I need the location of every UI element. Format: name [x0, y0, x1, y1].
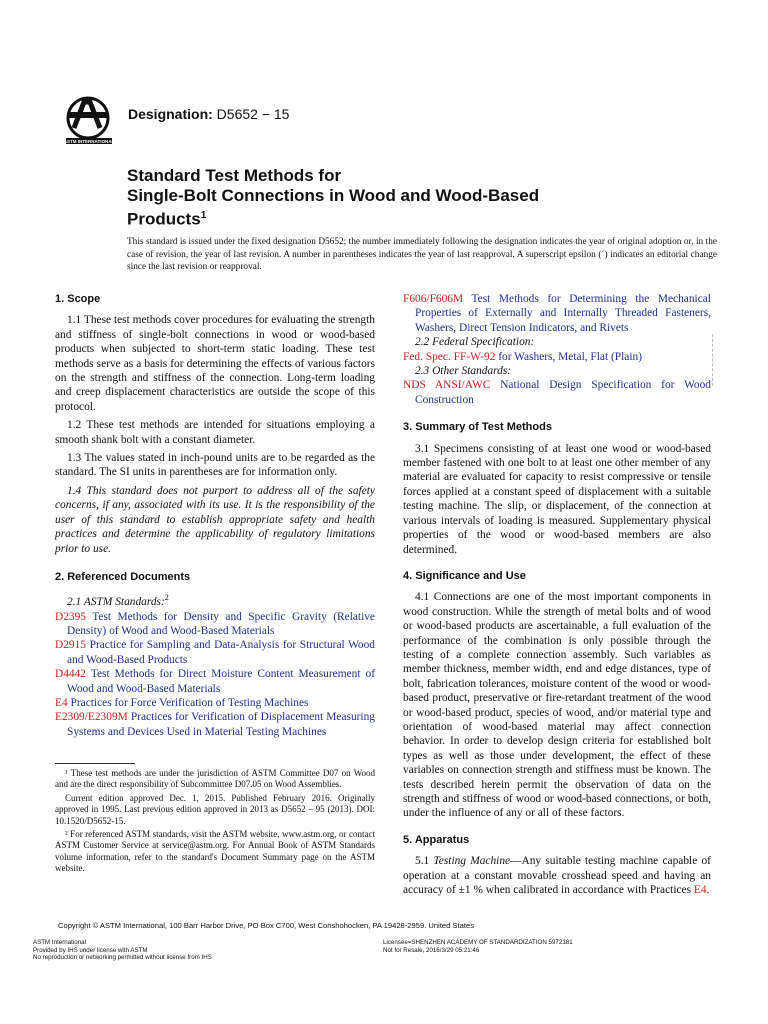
designation-label: Designation: [128, 106, 213, 122]
apparatus-heading: 5. Apparatus [403, 833, 470, 846]
ref-link-f606[interactable]: F606/F606M [403, 293, 464, 305]
bottom-right-line-2: Not for Resale, 2016/3/29 05:21:46 [383, 946, 480, 954]
bottom-right-notice [383, 939, 573, 954]
ref-link-d2915[interactable]: D2915 [55, 639, 87, 652]
ref-title-e2309[interactable]: Practices for Verification of Displacement Measuring Systems and Devices Used in Material Testing Machines [67, 711, 375, 738]
scope-p1: 1.1 These test methods cover procedures for evaluating the strength and stiffness of single-bolt connections in wood or wood-based products when subjected to short-term static loading. These test methods serve as a basis for determining the effects of various factors on the strength and stiffness of the connection. Long-term loading and creep displacement characteristics are outside the scope of this protocol. [55, 314, 375, 413]
ref-link-d4442[interactable]: D4442 [55, 668, 87, 681]
copyright-line: Copyright © ASTM International, 100 Barr Harbor Drive, PO Box C700, West Conshohocken, PA 19428-2959. United States [58, 921, 475, 930]
right-column [403, 292, 711, 901]
ref-title-d2915[interactable]: Practice for Sampling and Data-Analysis for Structural Wood and Wood-Based Products [67, 639, 375, 666]
ref-link-e4[interactable]: E4 [55, 696, 68, 709]
apparatus-p1 [403, 854, 711, 897]
summary-p1: 3.1 Specimens consisting of at least one wood or wood-based member fastened with one bolt to at least one other member of any material are evaluated for capacity to resist compressive or tensile forces applied at a constant speed of displacement with a suitable testing machine. The slip, or displacement, of the connection at various intervals of loading is measured. Supplementary physical properties of the wood or wood-based members are also determined. [403, 442, 711, 556]
page-title [127, 166, 567, 230]
nds-link[interactable]: NDS ANSI/AWC [403, 379, 491, 392]
apparatus-p1-number: 5.1 [415, 855, 430, 868]
footnote-2: ² For referenced ASTM standards, visit the ASTM website, www.astm.org, or contact ASTM Customer Service at service@astm.org. For Annual Book of ASTM Standards volume information, refer to the standard's Document Summary page on the ASTM website. [55, 829, 375, 874]
significance-p1: 4.1 Connections are one of the most important components in wood construction. While the strength of metal bolts and of wood or wood-based products are ascertainable, a full evaluation of the performance of the combination is only possible through the testing of a complete connection assembly. Such variables as member thickness, member width, end and edge distances, type of bolt, fabrication tolerances, moisture content of the wood or wood-based product, preservative or fire-retardant treatment of the wood or wood-based product, species of wood, and/or material type and orientation of wood-based material may affect connection behavior. In order to develop design criteria for established bolt types as well as those under development, the effect of these variables on connection strength and stiffness must be known. The tests described herein permit the observation of data on the strength and stiffness of wood or wood-based connections, or both, under the influence of any or all of these factors. [403, 591, 711, 820]
footnote-mark-2: 2 [164, 593, 169, 603]
apparatus-p1-text: —Any suitable testing machine capable of operation at a constant movable crosshead speed and having an accuracy of ±1 % when calibrated in accordance with Practices [403, 855, 711, 897]
summary-heading: 3. Summary of Test Methods [403, 421, 552, 434]
astm-standards-subheading: 2.1 ASTM Standards: [67, 596, 165, 609]
title-line-3: Products [127, 209, 201, 229]
ref-title-d4442[interactable]: Test Methods for Direct Moisture Content Measurement of Wood and Wood-Based Materials [67, 668, 375, 695]
significance-heading: 4. Significance and Use [403, 569, 526, 582]
footnotes [55, 768, 375, 877]
left-column [55, 292, 375, 739]
title-line-2: Single-Bolt Connections in Wood and Wood-Based [127, 186, 540, 205]
scope-p3: 1.3 The values stated in inch-pound units are to be regarded as the standard. The SI units in parentheses are for information only. [55, 452, 375, 479]
footnote-divider [55, 763, 135, 764]
intro-paragraph: This standard is issued under the fixed designation D5652; the number immediately following the designation indicates the year of original adoption or, in the case of revision, the year of last revision. A number in parentheses indicates the year of last reapproval. A superscript epsilon (´) indicates an editorial change since the last revision or reapproval. [127, 237, 717, 272]
logo-text: ASTM INTERNATIONAL [63, 139, 115, 144]
ref-title-f606[interactable]: Test Methods for Determining the Mechanical Properties of Externally and Internally Threaded Fasteners, Washers, Direct Tension Indicators, and Rivets [415, 293, 711, 334]
change-bar [708, 334, 713, 386]
bottom-left-line-3: No reproduction or networking permitted without license from IHS [33, 954, 212, 961]
title-line-1: Standard Test Methods for [127, 166, 342, 185]
fed-spec-title[interactable]: for Washers, Metal, Flat (Plain) [498, 350, 643, 363]
apparatus-p1-end: . [706, 884, 710, 897]
astm-logo [60, 94, 122, 152]
bottom-left-line-1: ASTM International [33, 939, 86, 946]
nds-title[interactable]: National Design Specification for Wood Construction [415, 379, 711, 406]
designation-number: D5652 − 15 [216, 106, 290, 122]
scope-p2: 1.2 These test methods are intended for situations employing a smooth shank bolt with a constant diameter. [55, 419, 375, 446]
scope-heading: 1. Scope [55, 293, 101, 305]
apparatus-ref-e4[interactable]: E4 [693, 884, 707, 897]
scope-p4: 1.4 This standard does not purport to address all of the safety concerns, if any, associated with its use. It is the responsibility of the user of this standard to establish appropriate safety and health practices and determine the applicability of regulatory limitations prior to use. [55, 484, 375, 555]
designation [128, 106, 289, 122]
ref-link-d2395[interactable]: D2395 [55, 610, 87, 623]
apparatus-p1-term: Testing Machine [433, 855, 511, 868]
ref-title-d2395[interactable]: Test Methods for Density and Specific Gravity (Relative Density) of Wood and Wood-Based Materials [67, 610, 375, 637]
ref-title-e4[interactable]: Practices for Force Verification of Testing Machines [70, 696, 309, 709]
bottom-left-notice [33, 939, 212, 962]
referenced-heading: 2. Referenced Documents [55, 570, 191, 583]
bottom-right-line-1: Licensee=SHENZHEN ACADEMY OF STANDARDIZATION 5972181 [383, 939, 573, 946]
title-footnote-mark: 1 [200, 210, 207, 221]
fed-spec-link[interactable]: Fed. Spec. FF-W-92 [403, 350, 496, 363]
footnote-1b: Current edition approved Dec. 1, 2015. Published February 2016. Originally approved in 1995. Last previous edition approved in 2013 as D5652 – 95 (2013). DOI: 10.1520/D5652-15. [55, 792, 375, 826]
federal-spec-subheading: 2.2 Federal Specification: [415, 336, 535, 349]
other-standards-subheading: 2.3 Other Standards: [415, 365, 512, 378]
footnote-1: ¹ These test methods are under the jurisdiction of ASTM Committee D07 on Wood and are the direct responsibility of Subcommittee D07.05 on Wood Assemblies. [55, 768, 375, 790]
bottom-left-line-2: Provided by IHS under license with ASTM [33, 946, 148, 954]
ref-link-e2309[interactable]: E2309/E2309M [55, 711, 128, 724]
